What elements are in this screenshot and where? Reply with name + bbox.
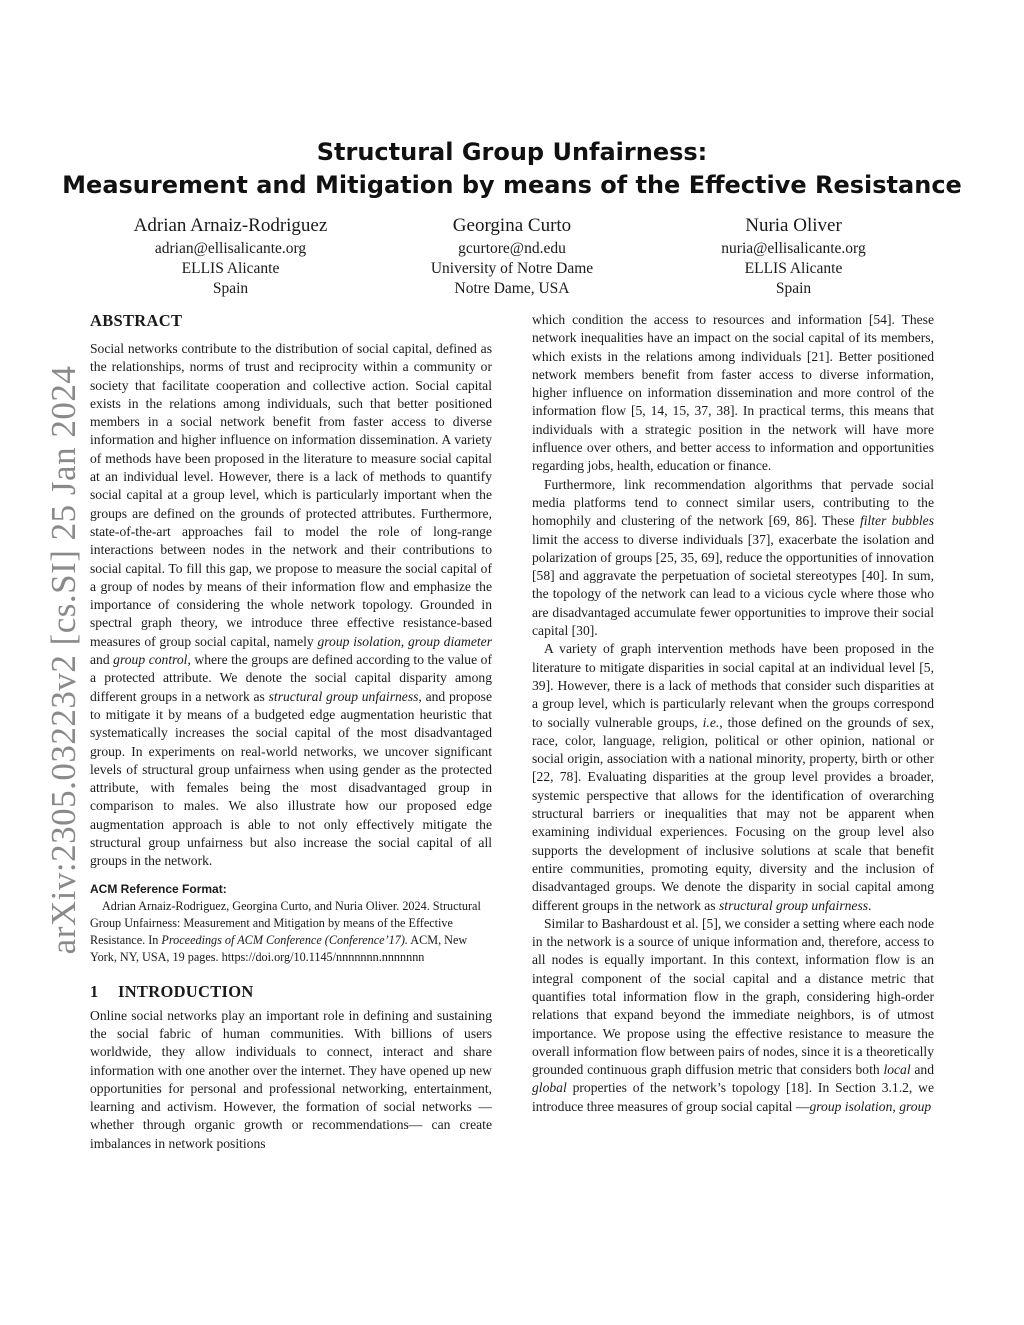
author-location: Notre Dame, USA (454, 280, 570, 297)
author-2 (372, 215, 653, 299)
left-column (90, 311, 492, 1153)
intro-paragraph-1: Online social networks play an important role in defining and sustaining the social fabric of human communities. With billions of users worldwide, they allow individuals to connect, interact and share information with one another over the internet. They have opened up new opportunities for personal and professional networking, entertainment, learning and activism. However, the formation of social networks —whether through organic growth or recommendations— can create imbalances in network positions (90, 1007, 492, 1151)
section-number: 1 (90, 981, 99, 1001)
intro-paragraph-4: Similar to Bashardoust et al. [5], we consider a setting where each node in the network is a source of unique information and, therefore, access to all nodes is equally important. In this context, information flow is an integral component of the social capital and a distance metric that quantifies total information flow in the graph, considering high-order relations that expand beyond the immediate neighbors, is of utmost importance. We propose using the effective resistance to measure the overall information flow between pairs of nodes, since it is a theoretically grounded continuous graph diffusion metric that considers both local and global properties of the network’s topology [18]. In Section 3.1.2, we introduce three measures of group social capital —group isolation, group (532, 915, 935, 1114)
author-affiliation: University of Notre Dame (430, 260, 594, 277)
author-email: nuria@ellisalicante.org (721, 240, 866, 257)
intro-paragraph-3: A variety of graph intervention methods have been proposed in the literature to mitigate disparities in social capital at an individual level [5, 39]. However, there is a lack of methods that consider such disparities at a group level, which is particularly relevant when the groups correspond to socially vulnerable groups, i.e., those defined on the grounds of sex, race, color, language, religion, political or other opinion, national or social origin, association with a national minority, property, birth or other [22, 78]. Evaluating disparities at the group level provides a broader, systemic perspective that allows for the identification of overarching structural barriers or inequalities that may not be apparent when examining individual experiences. Focusing on the group level also supports the development of inclusive solutions at scale that benefit entire communities, promoting equity, diversity and the inclusion of disadvantaged groups. We denote the disparity in social capital among different groups in the network as structural group unfairness. (532, 641, 934, 913)
intro-paragraph-1-continued: which condition the access to resources and information [54]. These network inequalities have an impact on the social capital of its members, which exists in the relations among individuals [21]. Better positioned network members benefit from faster access to diverse information, higher influence on information dissemination and more control of the information flow [5, 14, 15, 37, 38]. In practical terms, this means that individuals with a strategic position in the network will have more influence over others, and better access to information and opportunities regarding jobs, health, education or finance. (532, 312, 934, 474)
paper-title (40, 136, 984, 202)
author-name: Georgina Curto (452, 215, 572, 236)
right-column (532, 311, 934, 1116)
acm-reference-text: Adrian Arnaiz-Rodriguez, Georgina Curto, and Nuria Oliver. 2024. Structural Group Unfairness: Measurement and Mitigation by means of the Effective Resistance. In Proceedings of ACM Conference (Conference’17). ACM, New York, NY, USA, 19 pages. https://doi.org/10.1145/nnnnnnn.nnnnnnn (90, 898, 481, 964)
abstract-text: Social networks contribute to the distribution of social capital, defined as the relationships, norms of trust and reciprocity within a community or society that facilitate cooperation and collective action. Social capital exists in the relations among individuals, such that better positioned members in a social network benefit from faster access to diverse information and higher influence on information dissemination. A variety of methods have been proposed in the literature to measure social capital at an individual level. However, there is a lack of methods to quantify social capital at a group level, which is particularly important when the groups are defined on the grounds of protected attributes. Furthermore, state-of-the-art approaches fail to model the role of long-range interactions between nodes in the network and their contributions to social capital. To fill this gap, we propose to measure the social capital of a group of nodes by means of their information flow and emphasize the importance of considering the whole network topology. Grounded in spectral graph theory, we introduce three effective resistance-based measures of group social capital, namely group isolation, group diameter and group control, where the groups are defined according to the value of a protected attribute. We denote the social capital disparity among different groups in a network as structural group unfairness, and propose to mitigate it by means of a budgeted edge augmentation heuristic that systematically increases the social capital of the most disadvantaged group. In experiments on real-world networks, we uncover significant levels of structural group unfairness when using gender as the protected attribute, with females being the most disadvantaged group in comparison to males. We also illustrate how our proposed edge augmentation approach is able to not only effectively mitigate the structural group unfairness but also increase the social capital of all groups in the network. (90, 341, 492, 869)
abstract-heading: ABSTRACT (90, 311, 183, 330)
intro-paragraph-2: Furthermore, link recommendation algorithms that pervade social media platforms tend to connect similar users, contributing to the homophily and clustering of the network [69, 86]. These filter bubbles limit the access to diverse individuals [37], exacerbate the isolation and polarization of groups [25, 35, 69], reduce the opportunities of innovation [58] and aggravate the perpetuation of societal stereotypes [40]. In sum, the topology of the network can lead to a vicious cycle where those who are disadvantaged accumulate fewer opportunities to improve their social capital [30]. (532, 476, 934, 639)
author-1 (90, 215, 371, 299)
author-block (90, 215, 934, 299)
title-line-2: Measurement and Mitigation by means of the Effective Resistance (62, 171, 962, 199)
section-title: INTRODUCTION (118, 981, 254, 1001)
author-affiliation: ELLIS Alicante (744, 260, 843, 277)
author-name: Adrian Arnaiz-Rodriguez (133, 215, 328, 236)
introduction-heading (90, 982, 492, 1002)
arxiv-identifier: arXiv:2305.03223v2 [cs.SI] 25 Jan 2024 (44, 365, 83, 955)
author-email: adrian@ellisalicante.org (154, 240, 307, 257)
author-email: gcurtore@nd.edu (458, 240, 566, 257)
acm-reference-heading: ACM Reference Format: (90, 881, 227, 896)
author-location: Spain (775, 280, 812, 297)
title-line-1: Structural Group Unfairness: (316, 138, 708, 166)
author-affiliation: ELLIS Alicante (181, 260, 280, 277)
author-name: Nuria Oliver (745, 215, 842, 236)
author-3 (653, 215, 934, 299)
author-location: Spain (212, 280, 249, 297)
